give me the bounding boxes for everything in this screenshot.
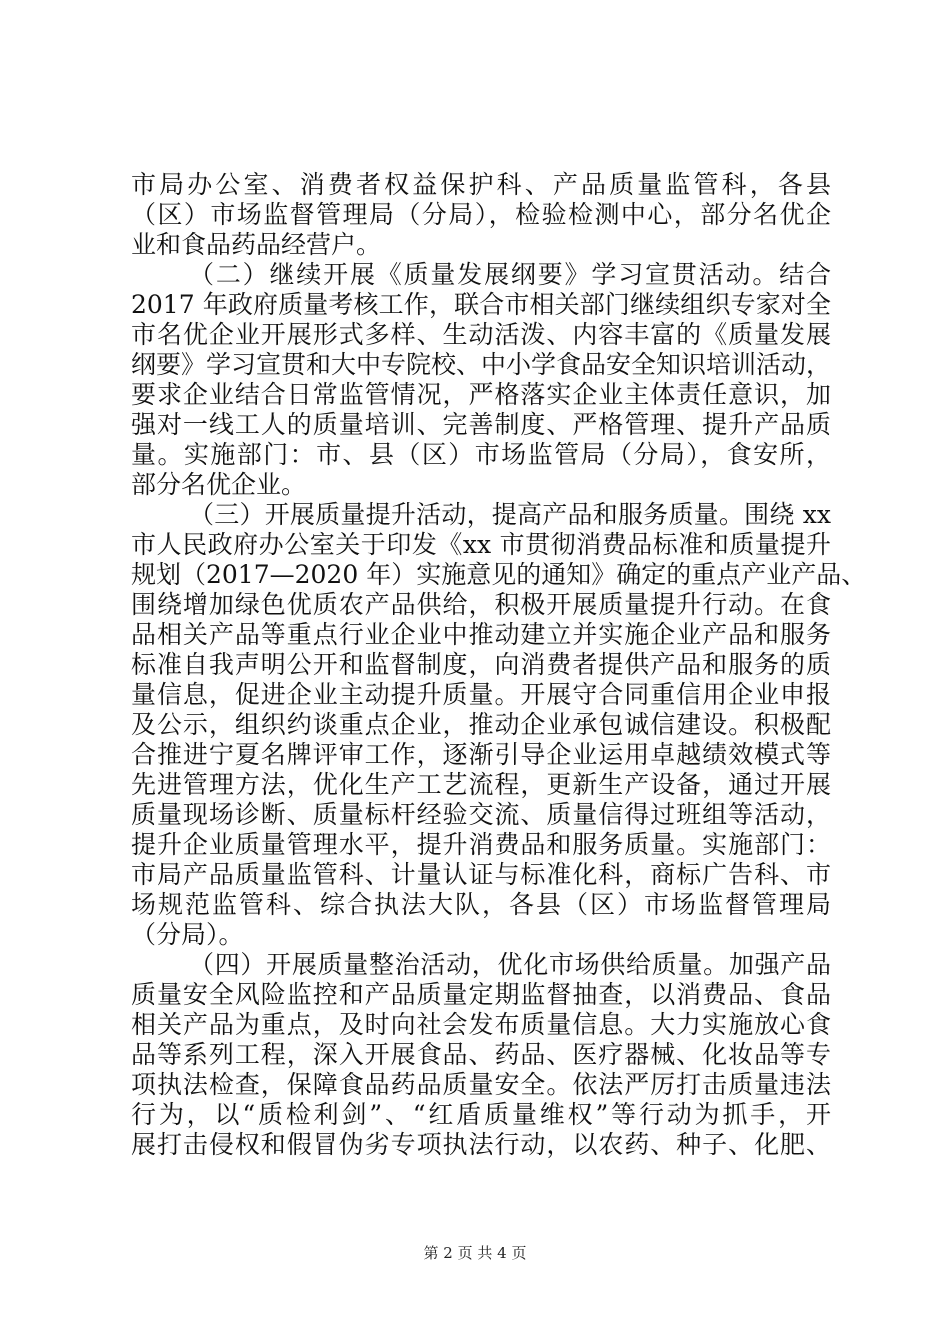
text-line: 及公示，组织约谈重点企业，推动企业承包诚信建设。积极配	[131, 710, 831, 739]
text-line: 业和食品药品经营户。	[131, 230, 382, 259]
text-line: 市局办公室、消费者权益保护科、产品质量监管科，各县	[131, 170, 831, 199]
document-body	[131, 170, 867, 1160]
page-number-footer: 第 2 页 共 4 页	[423, 1244, 527, 1262]
text-line: 标准自我声明公开和监督制度，向消费者提供产品和服务的质	[131, 650, 831, 679]
text-line: 品等系列工程，深入开展食品、药品、医疗器械、化妆品等专	[131, 1040, 831, 1069]
text-line: （分局）。	[131, 920, 244, 949]
text-line: （二）继续开展《质量发展纲要》学习宣贯活动。结合	[189, 260, 831, 289]
text-line: 2017 年政府质量考核工作，联合市相关部门继续组织专家对全	[131, 290, 831, 319]
text-line: 质量现场诊断、质量标杆经验交流、质量信得过班组等活动，	[131, 800, 831, 829]
text-line: （四）开展质量整治活动，优化市场供给质量。加强产品	[189, 950, 831, 979]
text-line: 市人民政府办公室关于印发《xx 市贯彻消费品标准和质量提升	[131, 530, 831, 559]
text-line: 市名优企业开展形式多样、生动活泼、内容丰富的《质量发展	[131, 320, 831, 349]
text-line: 提升企业质量管理水平，提升消费品和服务质量。实施部门：	[131, 830, 831, 859]
text-line: 规划（2017—2020 年）实施意见的通知》确定的重点产业产品、	[131, 560, 867, 589]
paragraph-3	[131, 500, 867, 950]
text-line: 强对一线工人的质量培训、完善制度、严格管理、提升产品质	[131, 410, 831, 439]
text-line: 量信息，促进企业主动提升质量。开展守合同重信用企业申报	[131, 680, 831, 709]
text-line: 纲要》学习宣贯和大中专院校、中小学食品安全知识培训活动，	[131, 350, 832, 379]
text-line: 质量安全风险监控和产品质量定期监督抽查，以消费品、食品	[131, 980, 831, 1009]
text-line: 品相关产品等重点行业企业中推动建立并实施企业产品和服务	[131, 620, 831, 649]
paragraph-4	[131, 950, 831, 1160]
text-line: 市局产品质量监管科、计量认证与标准化科，商标广告科、市	[131, 860, 831, 889]
text-line: 要求企业结合日常监管情况，严格落实企业主体责任意识，加	[131, 380, 831, 409]
text-line: 先进管理方法，优化生产工艺流程，更新生产设备，通过开展	[131, 770, 831, 799]
paragraph-2	[131, 260, 831, 500]
text-line: 展打击侵权和假冒伪劣专项执法行动，以农药、种子、化肥、	[131, 1130, 831, 1159]
text-line: 行为，以“质检利剑”、“红盾质量维权”等行动为抓手，开	[131, 1100, 831, 1129]
text-line: 场规范监管科、综合执法大队，各县（区）市场监督管理局	[131, 890, 831, 919]
text-line: 合推进宁夏名牌评审工作，逐渐引导企业运用卓越绩效模式等	[131, 740, 831, 769]
text-line: 项执法检查，保障食品药品质量安全。依法严厉打击质量违法	[131, 1070, 831, 1099]
text-line: 相关产品为重点，及时向社会发布质量信息。大力实施放心食	[131, 1010, 831, 1039]
text-line: （三）开展质量提升活动，提高产品和服务质量。围绕 xx	[189, 500, 831, 529]
text-line: 部分名优企业。	[131, 470, 307, 499]
paragraph-1	[131, 170, 831, 260]
text-line: 围绕增加绿色优质农产品供给，积极开展质量提升行动。在食	[131, 590, 831, 619]
text-line: （区）市场监督管理局（分局），检验检测中心，部分名优企	[131, 200, 831, 229]
text-line: 量。实施部门：市、县（区）市场监管局（分局），食安所，	[131, 440, 831, 469]
